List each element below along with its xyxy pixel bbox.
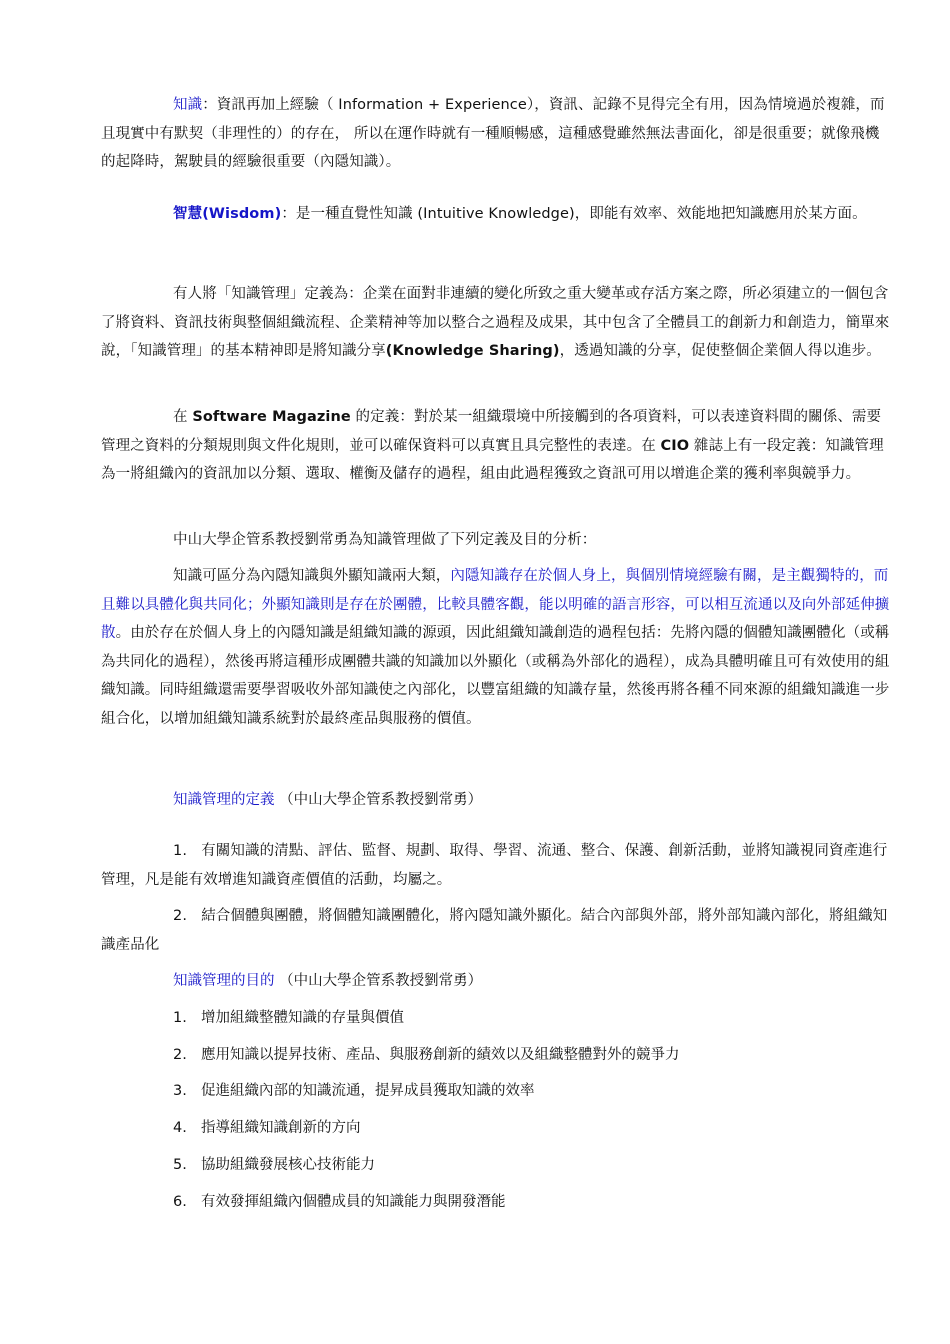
definition-item-1-text: 有關知識的清點、評估、監督、規劃、取得、學習、流通、整合、保護、創新活動，並將知識視同資產進行管理，凡是能有效增進知識資產價值的活動，均屬之。 bbox=[101, 843, 888, 888]
purpose-item-2-text: 應用知識以提昇技術、產品、與服務創新的績效以及組織整體對外的競爭力 bbox=[201, 1047, 680, 1063]
km-definition-text-a: 有人將「知識管理」定義為：企業在面對非連續的變化所致之重大變革或存活方案之際，所必須建立的一個包含了將資料、資訊技術與整個組織流程、企業精神等加以整合之過程及成果，其中包含了全體員工的創新力和創造力，簡單來說，「知識管理」的基本精神即是將知識分享 bbox=[101, 286, 890, 360]
purpose-source: （中山大學企管系教授劉常勇） bbox=[279, 973, 483, 989]
definition-item-2 bbox=[101, 902, 891, 959]
purpose-item-3 bbox=[173, 1077, 535, 1105]
definition-item-2-text: 結合個體與團體，將個體知識團體化，將內隱知識外顯化。結合內部與外部，將外部知識內部化，將組織知識產品化 bbox=[101, 908, 888, 953]
purpose-item-6 bbox=[173, 1188, 506, 1216]
tacit-explicit-text-b: 。由於存在於個人身上的內隱知識是組織知識的源頭，因此組織知識創造的過程包括：先將內隱的個體知識團體化（或稱為共同化的過程），然後再將這種形成團體共識的知識加以外顯化（或稱為外部化的過程），成為具體明確且可有效使用的組織知識。同時組織還需要學習吸收外部知識使之內部化，以豐富組織的知識存量，然後再將各種不同來源的組織知識進一步組合化，以增加組織知識系統對於最終產品與服務的價值。 bbox=[101, 625, 890, 727]
definition-source: （中山大學企管系教授劉常勇） bbox=[279, 792, 483, 808]
purpose-item-5-number: 5. bbox=[173, 1157, 187, 1173]
sm-text-a: 在 bbox=[173, 409, 193, 425]
cio-magazine-name: CIO bbox=[660, 437, 690, 454]
definition-item-2-number: 2. bbox=[173, 908, 188, 924]
tacit-explicit-highlight: 內隱知識存在於個人身上，與個別情境經驗有關，是主觀獨特的，而且難以具體化與共同化；外顯知識則是存在於團體，比較具體客觀，能以明確的語言形容，可以相互流通以及向外部延伸擴散 bbox=[101, 568, 890, 642]
purpose-item-5 bbox=[173, 1151, 375, 1179]
purpose-heading: 知識管理的目的 bbox=[173, 973, 275, 989]
intro-analysis-text: 中山大學企管系教授劉常勇為知識管理做了下列定義及目的分析： bbox=[173, 532, 597, 548]
purpose-item-2-number: 2. bbox=[173, 1047, 187, 1063]
definition-heading-line bbox=[173, 786, 482, 814]
km-definition-text-b: ，透過知識的分享，促使整個企業個人得以進步。 bbox=[559, 343, 881, 360]
paragraph-software-magazine bbox=[101, 403, 891, 489]
purpose-item-6-text: 有效發揮組織內個體成員的知識能力與開發潛能 bbox=[201, 1194, 506, 1210]
paragraph-knowledge bbox=[101, 91, 891, 177]
sm-text-b: 的定義：對於某一組織環境中所接觸到的各項資料，可以表達資料間的關係、需要管理之資料的分類規則與文件化規則，並可以確保資料可以真實且具完整性的表達。在 bbox=[101, 409, 882, 454]
purpose-item-5-text: 協助組織發展核心技術能力 bbox=[201, 1157, 375, 1173]
tacit-explicit-text-a: 知識可區分為內隱知識與外顯知識兩大類， bbox=[173, 568, 451, 584]
purpose-item-4 bbox=[173, 1114, 361, 1142]
knowledge-definition-text: ：資訊再加上經驗（ Information + Experience），資訊、記錄不見得完全有用，因為情境過於複雜，而且現實中有默契（非理性的）的存在， 所以在運作時就有一種順暢感，這種感覺雖然無法書面化，卻是很重要；就像飛機的起降時，駕駛員的經驗很重要（內隱知識）。 bbox=[101, 97, 885, 171]
definition-item-1 bbox=[101, 837, 891, 894]
term-wisdom: 智慧(Wisdom) bbox=[173, 206, 282, 222]
purpose-item-1 bbox=[173, 1004, 404, 1032]
purpose-item-4-number: 4. bbox=[173, 1120, 187, 1136]
purpose-heading-line bbox=[173, 967, 482, 995]
purpose-item-1-number: 1. bbox=[173, 1010, 187, 1026]
paragraph-wisdom bbox=[101, 200, 891, 229]
purpose-item-3-text: 促進組織內部的知識流通，提昇成員獲取知識的效率 bbox=[201, 1083, 535, 1099]
wisdom-definition-text: ：是一種直覺性知識 (Intuitive Knowledge)，即能有效率、效能地把知識應用於某方面。 bbox=[281, 206, 867, 222]
definition-heading: 知識管理的定義 bbox=[173, 792, 275, 808]
paragraph-intro-analysis bbox=[101, 526, 891, 555]
purpose-item-4-text: 指導組織知識創新的方向 bbox=[201, 1120, 361, 1136]
purpose-item-3-number: 3. bbox=[173, 1083, 187, 1099]
purpose-item-2 bbox=[173, 1041, 680, 1069]
paragraph-tacit-explicit bbox=[101, 562, 891, 734]
software-magazine-name: Software Magazine bbox=[192, 409, 351, 425]
term-knowledge: 知識 bbox=[173, 97, 203, 113]
purpose-item-1-text: 增加組織整體知識的存量與價值 bbox=[201, 1010, 404, 1026]
knowledge-sharing-term: (Knowledge Sharing) bbox=[385, 343, 560, 360]
sm-text-c: 雜誌上有一段定義：知識管理為一將組織內的資訊加以分類、選取、權衡及儲存的過程，組由此過程獲致之資訊可用以增進企業的獲利率與競爭力。 bbox=[101, 437, 884, 483]
definition-item-1-number: 1. bbox=[173, 843, 188, 859]
paragraph-km-definition bbox=[101, 280, 891, 366]
purpose-item-6-number: 6. bbox=[173, 1194, 187, 1210]
